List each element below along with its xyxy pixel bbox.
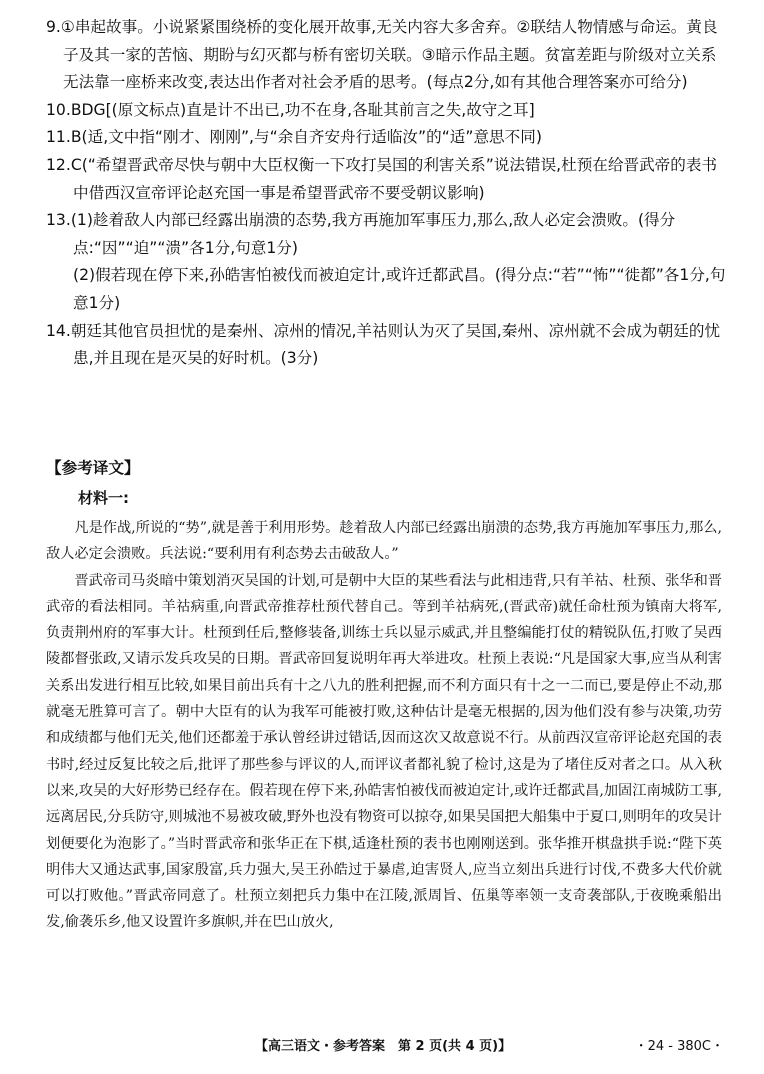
answer-text: (1)趁着敌人内部已经露出崩溃的态势,我方再施加军事压力,那么,敌人必定会溃败。(得分点:“因”“迫”“溃”各1分,句意1分) [70,211,676,257]
answer-item-9 [46,14,726,97]
answer-number: 13. [46,211,71,230]
footer-code: ・24 - 380C・ [634,1039,724,1054]
reference-translation-title: 【参考译文】 [46,459,140,477]
answer-number: 10. [46,100,71,119]
translation-body [46,515,722,936]
answer-text: BDG[(原文标点)直是计不出已,功不在身,各耻其前言之失,故守之耳] [70,100,535,119]
answer-item-10 [46,97,726,125]
answer-text: B(适,文中指“刚才、刚刚”,与“余自齐安舟行适临汝”的“适”意思不同) [70,128,542,147]
translation-paragraph-1: 凡是作战,所说的“势”,就是善于利用形势。趁着敌人内部已经露出崩溃的态势,我方再施加军事压力,那么,敌人必定会溃败。兵法说:“要利用有利态势去击破敌人。” [46,520,722,563]
answer-item-11 [46,124,726,152]
answer-number: 11. [46,128,71,147]
answer-number: 14. [46,321,71,340]
answer-text: 朝廷其他官员担忧的是秦州、凉州的情况,羊祜则认为灭了吴国,秦州、凉州就不会成为朝廷的忧患,并且现在是灭吴的好时机。(3分) [70,321,721,368]
answer-item-14 [46,318,726,373]
answer-number: 12. [46,155,71,174]
translation-paragraph-2: 晋武帝司马炎暗中策划消灭吴国的计划,可是朝中大臣的某些看法与此相违背,只有羊祜、杜预、张华和晋武帝的看法相同。羊祜病重,向晋武帝推荐杜预代替自己。等到羊祜病死,(晋武帝)就任命杜预为镇南大将军,负责荆州府的军事大计。杜预到任后,整修装备,训练士兵以显示威武,并且整编能打仗的精锐队伍,打败了吴西陵都督张政,又请示发兵攻吴的日期。晋武帝回复说明年再大举进攻。杜预上表说:“凡是国家大事,应当从利害关系出发进行相互比较,如果目前出兵有十之八九的胜利把握,而不利方面只有十之一二而已,要是停止不动,那就毫无胜算可言了。朝中大臣有的认为我军可能被打败,这种估计是毫无根据的,因为他们没有参与决策,功劳和成绩都与他们无关,他们还都羞于承认曾经讲过错话,因而这次又故意说不行。从前西汉宣帝评论赵充国的表书时,经过反复比较之后,批评了那些参与评议的人,而评议者都礼貌了检讨,这是为了堵住反对者之口。从入秋以来,攻吴的大好形势已经存在。假若现在停下来,孙皓害怕被伐而被迫定计,或许迁都武昌,加固江南城防工事,远离居民,分兵防守,则城池不易被攻破,野外也没有物资可以掠夺,如果吴国把大船集中于夏口,则明年的攻吴计划便要化为泡影了。”当时晋武帝和张华正在下棋,适逢杜预的表书也刚刚送到。张华推开棋盘拱手说:“陛下英明伟大又通达武事,国家殷富,兵力强大,吴王孙皓过于暴虐,迫害贤人,应当立刻出兵进行讨伐,不费多大代价就可以打败他。”晋武帝同意了。杜预立刻把兵力集中在江陵,派周旨、伍巢等率领一支奇袭部队,于夜晚乘船出发,偷袭乐乡,他又设置许多旗帜,并在巴山放火, [46,572,722,931]
answer-list [46,14,726,373]
answer-text: ①串起故事。小说紧紧围绕桥的变化展开故事,无关内容大多舍弃。②联结人物情感与命运。黄良子及其一家的苦恼、期盼与幻灭都与桥有密切关联。③暗示作品主题。贫富差距与阶级对立关系无法靠一座桥来改变,表达出作者对社会矛盾的思考。(每点2分,如有其他合理答案亦可给分) [60,18,718,92]
answer-item-12 [46,152,726,207]
footer-page-info: 【高三语文・参考答案 第 2 页(共 4 页)】 [255,1039,512,1054]
answer-item-13 [46,207,726,262]
answer-item-13-sub: (2)假若现在停下来,孙皓害怕被伐而被迫定计,或许迁都武昌。(得分点:“若”“怖”“徙都”各1分,句意1分) [73,266,726,312]
answer-text: C(“希望晋武帝尽快与朝中大臣权衡一下攻打吴国的利害关系”说法错误,杜预在给晋武帝的表书中借西汉宣帝评论赵充国一事是希望晋武帝不要受朝议影响) [70,155,718,202]
answer-number: 9. [46,18,61,36]
page-footer [0,1036,764,1058]
material-one-title: 材料一: [78,489,129,507]
